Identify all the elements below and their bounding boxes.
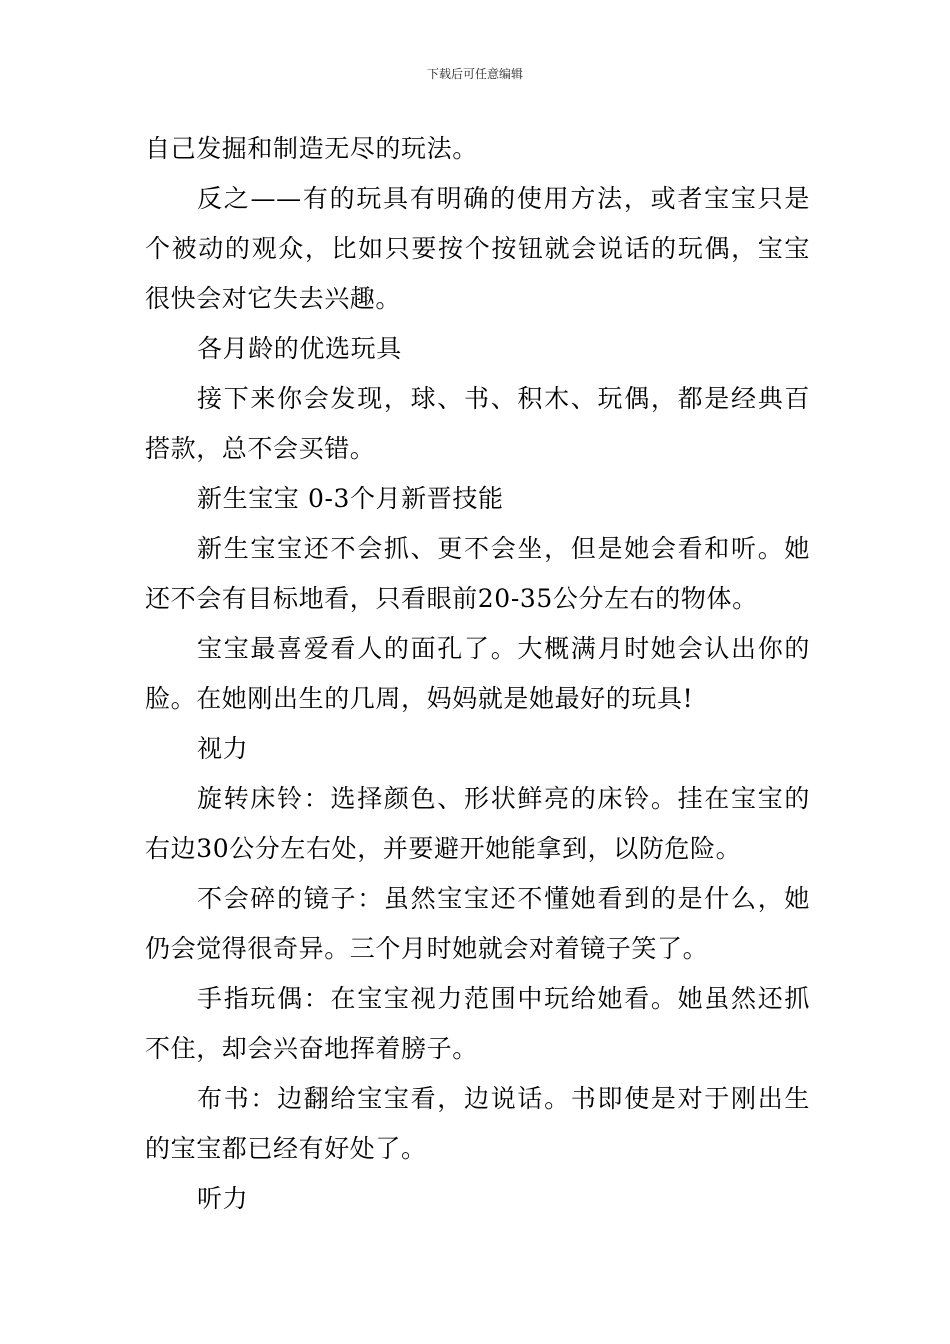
paragraph: 反之——有的玩具有明确的使用方法，或者宝宝只是个被动的观众，比如只要按个按钮就会说话的玩偶，宝宝很快会对它失去兴趣。	[145, 184, 810, 313]
section-heading: 新生宝宝 0-3个月新晋技能	[197, 484, 504, 513]
section-heading: 听力	[197, 1184, 249, 1213]
paragraph: 接下来你会发现，球、书、积木、玩偶，都是经典百搭款，总不会买错。	[145, 384, 810, 463]
paragraph: 宝宝最喜爱看人的面孔了。大概满月时她会认出你的脸。在她刚出生的几周，妈妈就是她最好的玩具!	[145, 634, 810, 713]
paragraph: 新生宝宝还不会抓、更不会坐，但是她会看和听。她还不会有目标地看，只看眼前20-35公分左右的物体。	[145, 534, 810, 613]
section-heading: 视力	[197, 734, 249, 763]
page-header: 下载后可任意编辑	[426, 67, 523, 81]
paragraph: 布书：边翻给宝宝看，边说话。书即使是对于刚出生的宝宝都已经有好处了。	[145, 1084, 810, 1163]
paragraph: 手指玩偶：在宝宝视力范围中玩给她看。她虽然还抓不住，却会兴奋地挥着膀子。	[145, 984, 810, 1063]
section-heading: 各月龄的优选玩具	[197, 334, 402, 363]
document-body	[145, 124, 810, 1224]
paragraph: 旋转床铃：选择颜色、形状鲜亮的床铃。挂在宝宝的右边30公分左右处，并要避开她能拿到，以防危险。	[145, 784, 810, 863]
paragraph: 不会碎的镜子：虽然宝宝还不懂她看到的是什么，她仍会觉得很奇异。三个月时她就会对着镜子笑了。	[145, 884, 810, 963]
paragraph: 自己发掘和制造无尽的玩法。	[145, 134, 478, 163]
